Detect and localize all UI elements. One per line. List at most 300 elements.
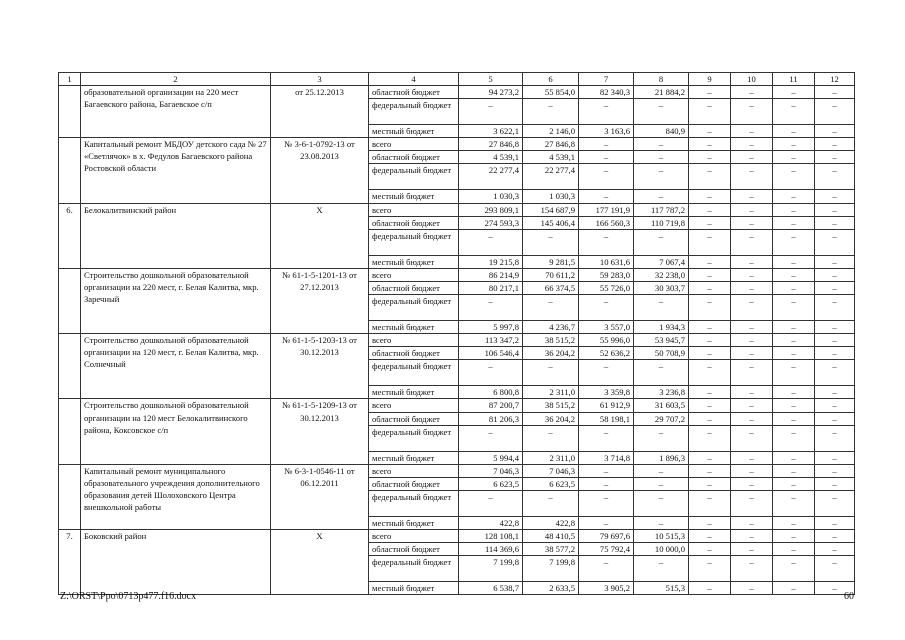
- amount-cell: 114 369,6: [459, 543, 523, 556]
- amount-cell: 86 214,9: [459, 268, 523, 281]
- amount-cell: –: [689, 138, 731, 151]
- amount-cell: –: [731, 125, 773, 138]
- amount-cell: 1 030,3: [459, 190, 523, 203]
- amount-cell: –: [689, 399, 731, 412]
- amount-cell: –: [815, 151, 855, 164]
- amount-cell: –: [773, 516, 815, 529]
- amount-cell: –: [689, 386, 731, 399]
- amount-cell: –: [815, 556, 855, 582]
- amount-cell: –: [773, 412, 815, 425]
- amount-cell: 293 809,1: [459, 203, 523, 216]
- amount-cell: –: [773, 543, 815, 556]
- amount-cell: –: [634, 556, 689, 582]
- amount-cell: –: [773, 216, 815, 229]
- amount-cell: 36 204,2: [523, 412, 579, 425]
- amount-cell: 7 046,3: [523, 464, 579, 477]
- amount-cell: –: [815, 216, 855, 229]
- amount-cell: 840,9: [634, 125, 689, 138]
- amount-cell: –: [773, 321, 815, 334]
- amount-cell: 55 726,0: [579, 281, 634, 294]
- amount-cell: –: [579, 516, 634, 529]
- table-row: [59, 399, 855, 412]
- amount-cell: –: [579, 190, 634, 203]
- amount-cell: –: [689, 451, 731, 464]
- amount-cell: 10 000,0: [634, 543, 689, 556]
- amount-cell: –: [773, 229, 815, 255]
- amount-cell: –: [634, 295, 689, 321]
- amount-cell: –: [731, 203, 773, 216]
- amount-cell: –: [815, 138, 855, 151]
- amount-cell: –: [773, 268, 815, 281]
- amount-cell: –: [689, 477, 731, 490]
- funding-source: всего: [369, 334, 459, 347]
- amount-cell: –: [731, 151, 773, 164]
- amount-cell: 29 707,2: [634, 412, 689, 425]
- amount-cell: 7 199,8: [523, 556, 579, 582]
- amount-cell: 6 623,5: [523, 477, 579, 490]
- amount-cell: –: [731, 543, 773, 556]
- amount-cell: 422,8: [523, 516, 579, 529]
- document-ref: № 3-6-1-0792-13 от 23.08.2013: [271, 138, 369, 203]
- amount-cell: –: [634, 425, 689, 451]
- amount-cell: –: [731, 216, 773, 229]
- amount-cell: –: [689, 151, 731, 164]
- table-header-row: [59, 73, 855, 86]
- amount-cell: –: [689, 529, 731, 542]
- amount-cell: –: [689, 543, 731, 556]
- amount-cell: 82 340,3: [579, 86, 634, 99]
- table-row: [59, 334, 855, 347]
- amount-cell: –: [815, 399, 855, 412]
- amount-cell: 4 539,1: [459, 151, 523, 164]
- funding-source: местный бюджет: [369, 451, 459, 464]
- amount-cell: –: [634, 516, 689, 529]
- amount-cell: 52 636,2: [579, 347, 634, 360]
- amount-cell: –: [773, 86, 815, 99]
- column-number-1: 1: [59, 73, 81, 86]
- amount-cell: –: [773, 399, 815, 412]
- funding-source: федеральный бюджет: [369, 490, 459, 516]
- amount-cell: 4 539,1: [523, 151, 579, 164]
- amount-cell: –: [773, 464, 815, 477]
- amount-cell: 6 538,7: [459, 582, 523, 595]
- amount-cell: –: [815, 164, 855, 190]
- amount-cell: –: [815, 582, 855, 595]
- amount-cell: –: [773, 490, 815, 516]
- amount-cell: –: [689, 556, 731, 582]
- amount-cell: –: [634, 99, 689, 125]
- amount-cell: –: [689, 86, 731, 99]
- amount-cell: 81 206,3: [459, 412, 523, 425]
- amount-cell: –: [689, 464, 731, 477]
- amount-cell: –: [773, 203, 815, 216]
- amount-cell: –: [773, 255, 815, 268]
- amount-cell: 154 687,9: [523, 203, 579, 216]
- page-number: 60: [844, 591, 854, 602]
- amount-cell: –: [815, 490, 855, 516]
- amount-cell: 3 557,0: [579, 321, 634, 334]
- amount-cell: –: [731, 164, 773, 190]
- amount-cell: –: [731, 321, 773, 334]
- row-number: 7.: [59, 529, 81, 594]
- amount-cell: –: [579, 164, 634, 190]
- amount-cell: –: [689, 190, 731, 203]
- amount-cell: –: [773, 138, 815, 151]
- amount-cell: –: [815, 425, 855, 451]
- amount-cell: 79 697,6: [579, 529, 634, 542]
- amount-cell: –: [815, 190, 855, 203]
- funding-source: областной бюджет: [369, 412, 459, 425]
- amount-cell: 1 030,3: [523, 190, 579, 203]
- amount-cell: –: [523, 360, 579, 386]
- amount-cell: –: [579, 360, 634, 386]
- amount-cell: –: [579, 464, 634, 477]
- amount-cell: –: [579, 138, 634, 151]
- amount-cell: –: [689, 425, 731, 451]
- row-number: [59, 86, 81, 138]
- amount-cell: –: [689, 268, 731, 281]
- amount-cell: –: [731, 412, 773, 425]
- amount-cell: –: [523, 425, 579, 451]
- amount-cell: 2 311,0: [523, 386, 579, 399]
- amount-cell: –: [459, 99, 523, 125]
- amount-cell: –: [815, 464, 855, 477]
- amount-cell: 21 884,2: [634, 86, 689, 99]
- amount-cell: –: [773, 360, 815, 386]
- amount-cell: 19 215,8: [459, 255, 523, 268]
- amount-cell: –: [689, 582, 731, 595]
- amount-cell: 32 238,0: [634, 268, 689, 281]
- amount-cell: 2 146,0: [523, 125, 579, 138]
- amount-cell: –: [579, 490, 634, 516]
- amount-cell: –: [773, 386, 815, 399]
- amount-cell: –: [634, 151, 689, 164]
- amount-cell: –: [731, 360, 773, 386]
- column-number-4: 4: [369, 73, 459, 86]
- amount-cell: 6 800,8: [459, 386, 523, 399]
- table-row: [59, 529, 855, 542]
- amount-cell: 3 714,8: [579, 451, 634, 464]
- column-number-2: 2: [81, 73, 271, 86]
- column-number-3: 3: [271, 73, 369, 86]
- amount-cell: –: [731, 464, 773, 477]
- amount-cell: –: [689, 347, 731, 360]
- amount-cell: –: [731, 138, 773, 151]
- amount-cell: 7 046,3: [459, 464, 523, 477]
- amount-cell: –: [773, 190, 815, 203]
- amount-cell: –: [689, 164, 731, 190]
- amount-cell: –: [773, 281, 815, 294]
- amount-cell: –: [731, 582, 773, 595]
- table-row: [59, 86, 855, 99]
- amount-cell: –: [731, 556, 773, 582]
- row-number: [59, 138, 81, 203]
- amount-cell: –: [773, 334, 815, 347]
- amount-cell: –: [815, 543, 855, 556]
- column-number-11: 11: [773, 73, 815, 86]
- document-ref: № 6-3-1-0546-11 от 06.12.2011: [271, 464, 369, 529]
- amount-cell: 1 934,3: [634, 321, 689, 334]
- funding-source: областной бюджет: [369, 347, 459, 360]
- amount-cell: –: [815, 334, 855, 347]
- row-number: [59, 268, 81, 333]
- amount-cell: –: [815, 255, 855, 268]
- funding-source: федеральный бюджет: [369, 164, 459, 190]
- amount-cell: –: [634, 164, 689, 190]
- amount-cell: 66 374,5: [523, 281, 579, 294]
- table-row: [59, 203, 855, 216]
- amount-cell: –: [731, 190, 773, 203]
- amount-cell: –: [731, 347, 773, 360]
- amount-cell: –: [815, 86, 855, 99]
- funding-source: областной бюджет: [369, 216, 459, 229]
- amount-cell: –: [689, 516, 731, 529]
- funding-source: областной бюджет: [369, 151, 459, 164]
- object-name: Строительство дошкольной образовательной организации на 120 мест Белокалитвинского района, Коксовское с/п: [81, 399, 271, 464]
- amount-cell: –: [773, 99, 815, 125]
- amount-cell: –: [731, 451, 773, 464]
- amount-cell: –: [815, 229, 855, 255]
- amount-cell: –: [634, 229, 689, 255]
- amount-cell: 106 546,4: [459, 347, 523, 360]
- amount-cell: 31 603,5: [634, 399, 689, 412]
- amount-cell: 50 708,9: [634, 347, 689, 360]
- amount-cell: –: [773, 164, 815, 190]
- amount-cell: 3 359,8: [579, 386, 634, 399]
- amount-cell: 38 577,2: [523, 543, 579, 556]
- object-name: Строительство дошкольной образовательной организации на 120 мест, г. Белая Калитва, мкр. Солнечный: [81, 334, 271, 399]
- amount-cell: 2 633,5: [523, 582, 579, 595]
- amount-cell: –: [459, 295, 523, 321]
- amount-cell: –: [523, 490, 579, 516]
- amount-cell: –: [689, 255, 731, 268]
- amount-cell: –: [815, 529, 855, 542]
- amount-cell: –: [815, 281, 855, 294]
- amount-cell: 1 896,3: [634, 451, 689, 464]
- amount-cell: –: [773, 425, 815, 451]
- amount-cell: –: [815, 295, 855, 321]
- amount-cell: –: [815, 516, 855, 529]
- object-name: образовательной организации на 220 мест Багаевского района, Багаевское с/п: [81, 86, 271, 138]
- amount-cell: 3 622,1: [459, 125, 523, 138]
- amount-cell: 5 997,8: [459, 321, 523, 334]
- document-ref: от 25.12.2013: [271, 86, 369, 138]
- amount-cell: –: [579, 477, 634, 490]
- column-number-10: 10: [731, 73, 773, 86]
- funding-source: областной бюджет: [369, 86, 459, 99]
- amount-cell: –: [731, 477, 773, 490]
- amount-cell: 7 199,8: [459, 556, 523, 582]
- amount-cell: 55 854,0: [523, 86, 579, 99]
- funding-source: местный бюджет: [369, 516, 459, 529]
- amount-cell: –: [773, 347, 815, 360]
- amount-cell: –: [459, 229, 523, 255]
- amount-cell: –: [579, 229, 634, 255]
- amount-cell: 58 198,1: [579, 412, 634, 425]
- amount-cell: 27 846,8: [523, 138, 579, 151]
- amount-cell: 113 347,2: [459, 334, 523, 347]
- document-ref: Х: [271, 529, 369, 594]
- row-number: 6.: [59, 203, 81, 268]
- amount-cell: –: [731, 86, 773, 99]
- amount-cell: –: [815, 99, 855, 125]
- amount-cell: –: [815, 347, 855, 360]
- funding-source: областной бюджет: [369, 543, 459, 556]
- footer-file-path: Z:\ORST\Ppo\0713p477.f16.docx: [60, 591, 197, 602]
- amount-cell: –: [815, 412, 855, 425]
- amount-cell: –: [815, 360, 855, 386]
- amount-cell: –: [689, 99, 731, 125]
- amount-cell: 10 631,6: [579, 255, 634, 268]
- amount-cell: 53 945,7: [634, 334, 689, 347]
- amount-cell: –: [815, 125, 855, 138]
- amount-cell: 422,8: [459, 516, 523, 529]
- funding-source: всего: [369, 464, 459, 477]
- amount-cell: –: [773, 477, 815, 490]
- funding-source: всего: [369, 203, 459, 216]
- amount-cell: 128 108,1: [459, 529, 523, 542]
- amount-cell: –: [579, 425, 634, 451]
- amount-cell: –: [815, 386, 855, 399]
- table-row: [59, 464, 855, 477]
- amount-cell: –: [689, 295, 731, 321]
- amount-cell: 166 560,3: [579, 216, 634, 229]
- amount-cell: –: [689, 125, 731, 138]
- amount-cell: –: [731, 295, 773, 321]
- amount-cell: 94 273,2: [459, 86, 523, 99]
- funding-source: местный бюджет: [369, 190, 459, 203]
- amount-cell: –: [634, 360, 689, 386]
- amount-cell: 2 311,0: [523, 451, 579, 464]
- amount-cell: –: [689, 412, 731, 425]
- amount-cell: 36 204,2: [523, 347, 579, 360]
- amount-cell: 515,3: [634, 582, 689, 595]
- funding-source: всего: [369, 268, 459, 281]
- column-number-7: 7: [579, 73, 634, 86]
- amount-cell: –: [634, 490, 689, 516]
- object-name: Капитальный ремонт муниципального образовательного учреждения дополнительного образования детей Шолоховского Центра внешкольной работы: [81, 464, 271, 529]
- amount-cell: –: [689, 334, 731, 347]
- amount-cell: 7 067,4: [634, 255, 689, 268]
- amount-cell: 4 236,7: [523, 321, 579, 334]
- funding-source: всего: [369, 138, 459, 151]
- amount-cell: –: [815, 321, 855, 334]
- amount-cell: –: [731, 334, 773, 347]
- amount-cell: –: [731, 399, 773, 412]
- amount-cell: –: [459, 425, 523, 451]
- funding-source: федеральный бюджет: [369, 425, 459, 451]
- row-number: [59, 399, 81, 464]
- column-number-12: 12: [815, 73, 855, 86]
- amount-cell: 55 996,0: [579, 334, 634, 347]
- amount-cell: –: [459, 360, 523, 386]
- amount-cell: 80 217,1: [459, 281, 523, 294]
- funding-source: местный бюджет: [369, 386, 459, 399]
- amount-cell: –: [579, 295, 634, 321]
- amount-cell: 38 515,2: [523, 334, 579, 347]
- amount-cell: –: [689, 229, 731, 255]
- amount-cell: –: [579, 151, 634, 164]
- funding-source: федеральный бюджет: [369, 556, 459, 582]
- amount-cell: –: [773, 582, 815, 595]
- amount-cell: 110 719,8: [634, 216, 689, 229]
- amount-cell: –: [815, 451, 855, 464]
- document-ref: № 61-1-5-1209-13 от 30.12.2013: [271, 399, 369, 464]
- amount-cell: 9 281,5: [523, 255, 579, 268]
- amount-cell: –: [773, 295, 815, 321]
- amount-cell: –: [523, 99, 579, 125]
- amount-cell: 145 406,4: [523, 216, 579, 229]
- amount-cell: 38 515,2: [523, 399, 579, 412]
- funding-source: местный бюджет: [369, 255, 459, 268]
- funding-source: областной бюджет: [369, 281, 459, 294]
- column-number-9: 9: [689, 73, 731, 86]
- amount-cell: –: [731, 229, 773, 255]
- amount-cell: –: [689, 203, 731, 216]
- funding-source: местный бюджет: [369, 582, 459, 595]
- amount-cell: –: [773, 151, 815, 164]
- amount-cell: 22 277,4: [523, 164, 579, 190]
- amount-cell: –: [689, 281, 731, 294]
- amount-cell: –: [634, 138, 689, 151]
- amount-cell: –: [815, 268, 855, 281]
- object-name: Строительство дошкольной образовательной организации на 220 мест, г. Белая Калитва, мкр. Заречный: [81, 268, 271, 333]
- amount-cell: 22 277,4: [459, 164, 523, 190]
- amount-cell: 59 283,0: [579, 268, 634, 281]
- object-name: Капитальный ремонт МБДОУ детского сада № 27 «Светлячок» в х. Федулов Багаевского района Ростовской области: [81, 138, 271, 203]
- amount-cell: –: [773, 125, 815, 138]
- amount-cell: –: [815, 477, 855, 490]
- amount-cell: 117 787,2: [634, 203, 689, 216]
- funding-source: местный бюджет: [369, 321, 459, 334]
- amount-cell: 177 191,9: [579, 203, 634, 216]
- amount-cell: 70 611,2: [523, 268, 579, 281]
- amount-cell: –: [579, 99, 634, 125]
- amount-cell: –: [731, 529, 773, 542]
- budget-table: [58, 72, 855, 595]
- table-row: [59, 268, 855, 281]
- document-ref: № 61-1-5-1203-13 от 30.12.2013: [271, 334, 369, 399]
- amount-cell: –: [731, 99, 773, 125]
- amount-cell: –: [579, 556, 634, 582]
- amount-cell: 87 200,7: [459, 399, 523, 412]
- funding-source: всего: [369, 399, 459, 412]
- amount-cell: 5 994,4: [459, 451, 523, 464]
- funding-source: всего: [369, 529, 459, 542]
- funding-source: федеральный бюджет: [369, 99, 459, 125]
- amount-cell: –: [731, 490, 773, 516]
- amount-cell: 10 515,3: [634, 529, 689, 542]
- amount-cell: 3 236,8: [634, 386, 689, 399]
- amount-cell: –: [634, 464, 689, 477]
- amount-cell: –: [689, 490, 731, 516]
- amount-cell: 3 905,2: [579, 582, 634, 595]
- amount-cell: –: [689, 321, 731, 334]
- amount-cell: 274 593,3: [459, 216, 523, 229]
- amount-cell: –: [523, 229, 579, 255]
- column-number-8: 8: [634, 73, 689, 86]
- amount-cell: 61 912,9: [579, 399, 634, 412]
- object-name: Боковский район: [81, 529, 271, 594]
- table-row: [59, 138, 855, 151]
- amount-cell: 75 792,4: [579, 543, 634, 556]
- amount-cell: –: [773, 529, 815, 542]
- amount-cell: –: [773, 556, 815, 582]
- amount-cell: –: [634, 190, 689, 203]
- amount-cell: –: [731, 386, 773, 399]
- amount-cell: –: [815, 203, 855, 216]
- amount-cell: 48 410,5: [523, 529, 579, 542]
